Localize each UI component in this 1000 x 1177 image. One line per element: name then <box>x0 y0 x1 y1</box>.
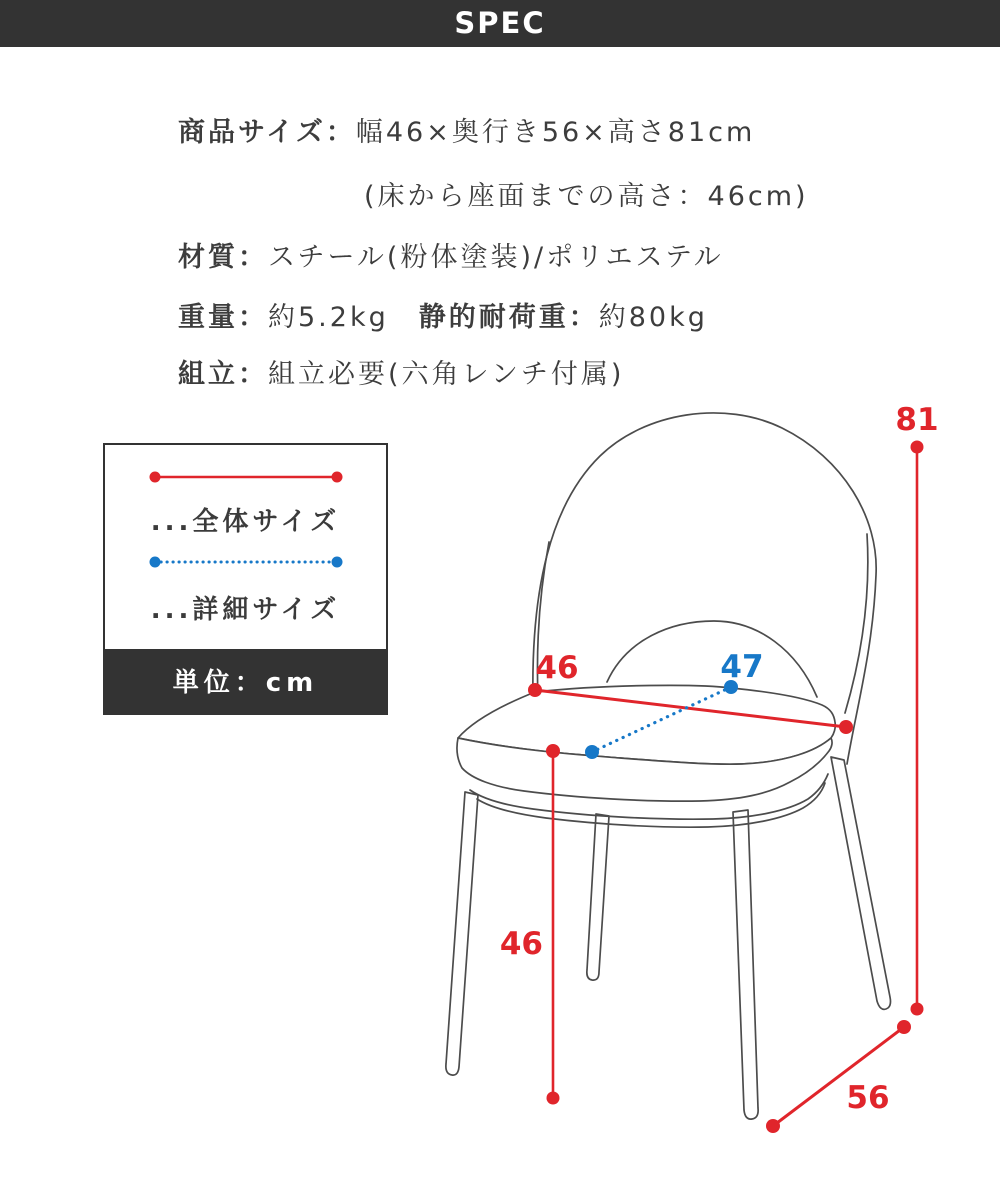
legend-box <box>103 443 388 715</box>
legend-detail-label: ...詳細サイズ <box>150 595 341 625</box>
spec-load-value: 約80kg <box>598 302 708 333</box>
spec-assembly-value: 組立必要(六角レンチ付属) <box>268 359 625 390</box>
spec-material-value: スチール(粉体塗装)/ポリエステル <box>268 242 724 273</box>
detail-size-line-icon <box>105 555 386 569</box>
dim-seat-detail-width-label: 47 <box>720 649 764 685</box>
spec-line-seat-height <box>364 181 809 213</box>
spec-load-label: 静的耐荷重： <box>418 302 599 333</box>
spec-material-label: 材質： <box>178 242 268 273</box>
back-left-leg <box>587 814 609 980</box>
legend-unit-label: 単位：cm <box>172 668 319 698</box>
chair-dimension-diagram <box>420 395 1000 1155</box>
dim-overall-width-label: 46 <box>535 650 579 686</box>
dim-floor-to-seat-label: 46 <box>499 926 543 962</box>
spec-size-value: 幅46×奥行き56×高さ81cm <box>355 117 756 148</box>
dim-overall-depth-label: 56 <box>846 1080 890 1116</box>
spec-weight-value: 約5.2kg <box>268 302 389 333</box>
page-title: SPEC <box>454 6 546 40</box>
spec-seat-height-value: (床から座面までの高さ：46cm) <box>364 181 809 212</box>
spec-assembly-label: 組立： <box>178 359 268 390</box>
spec-weight-label: 重量： <box>178 302 268 333</box>
spec-line-material <box>178 242 724 274</box>
spec-line-weight <box>178 302 708 334</box>
spec-header-bar <box>0 0 1000 47</box>
spec-line-size <box>178 117 755 149</box>
legend-unit-bar <box>103 651 388 715</box>
spec-size-label: 商品サイズ： <box>178 117 356 148</box>
dim-overall-height-label: 81 <box>895 402 939 438</box>
legend-main-panel <box>103 443 388 651</box>
overall-size-line-icon <box>105 470 386 484</box>
spec-line-assembly <box>178 359 624 391</box>
front-right-leg <box>733 810 758 1119</box>
chair-line-drawing <box>446 413 891 1119</box>
legend-overall-label: ...全体サイズ <box>150 507 341 537</box>
front-left-leg <box>446 792 478 1075</box>
back-right-leg <box>831 757 891 1009</box>
